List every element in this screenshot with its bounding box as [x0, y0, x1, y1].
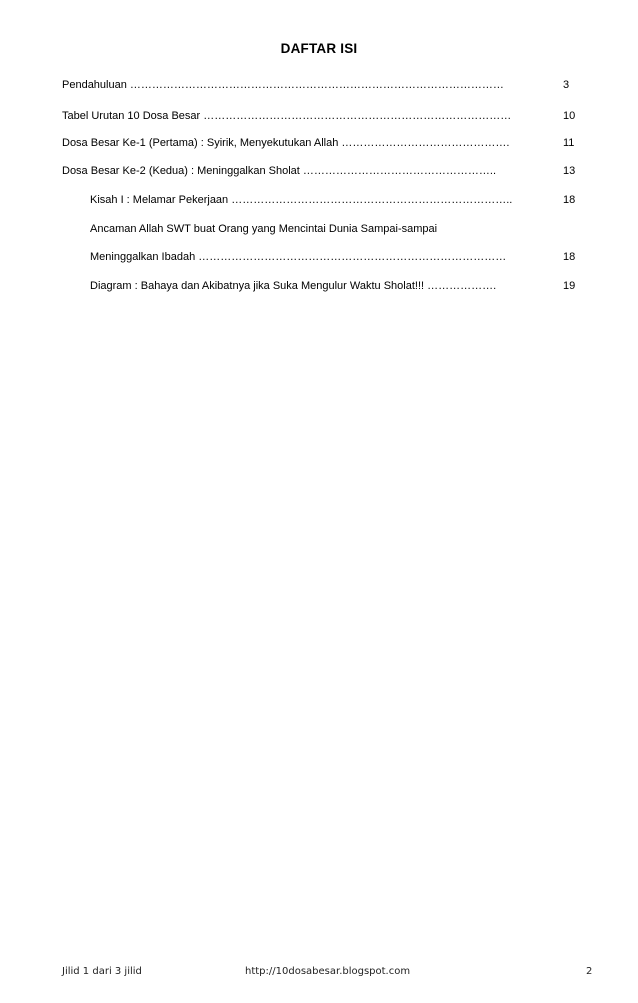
toc-page-kisah-1: 18 — [563, 194, 576, 206]
footer-url: http://10dosabesar.blogspot.com — [245, 966, 411, 977]
footer-volume: Jilid 1 dari 3 jilid — [62, 966, 142, 977]
toc-page-diagram: 19 — [563, 280, 576, 292]
toc-page-tabel-urutan: 10 — [563, 110, 576, 122]
toc-entry-dosa-1: Dosa Besar Ke-1 (Pertama) : Syirik, Menyekutukan Allah ………………………………………. — [62, 137, 510, 149]
toc-page-ancaman: 18 — [563, 251, 576, 263]
toc-entry-dosa-2: Dosa Besar Ke-2 (Kedua) : Meninggalkan Sholat …………………………………………….. — [62, 165, 497, 177]
toc-entry-ancaman-line-2: Meninggalkan Ibadah ………………………………………………………………………… — [90, 251, 507, 263]
toc-title: DAFTAR ISI — [280, 41, 358, 56]
toc-entry-kisah-1: Kisah I : Melamar Pekerjaan ………………………………………………………………….. — [90, 194, 513, 206]
toc-entry-ancaman-line-1: Ancaman Allah SWT buat Orang yang Mencintai Dunia Sampai-sampai — [90, 223, 438, 235]
toc-page-dosa-1: 11 — [563, 137, 575, 149]
toc-page-dosa-2: 13 — [563, 165, 576, 177]
toc-page-pendahuluan: 3 — [563, 79, 570, 91]
footer-page-number: 2 — [586, 966, 593, 977]
toc-entry-diagram: Diagram : Bahaya dan Akibatnya jika Suka Mengulur Waktu Sholat!!! ………………. — [90, 280, 497, 292]
toc-entry-pendahuluan: Pendahuluan ………………………………………………………………………………………… — [62, 79, 504, 91]
toc-entry-tabel-urutan: Tabel Urutan 10 Dosa Besar ………………………………………………………………………… — [62, 110, 512, 122]
